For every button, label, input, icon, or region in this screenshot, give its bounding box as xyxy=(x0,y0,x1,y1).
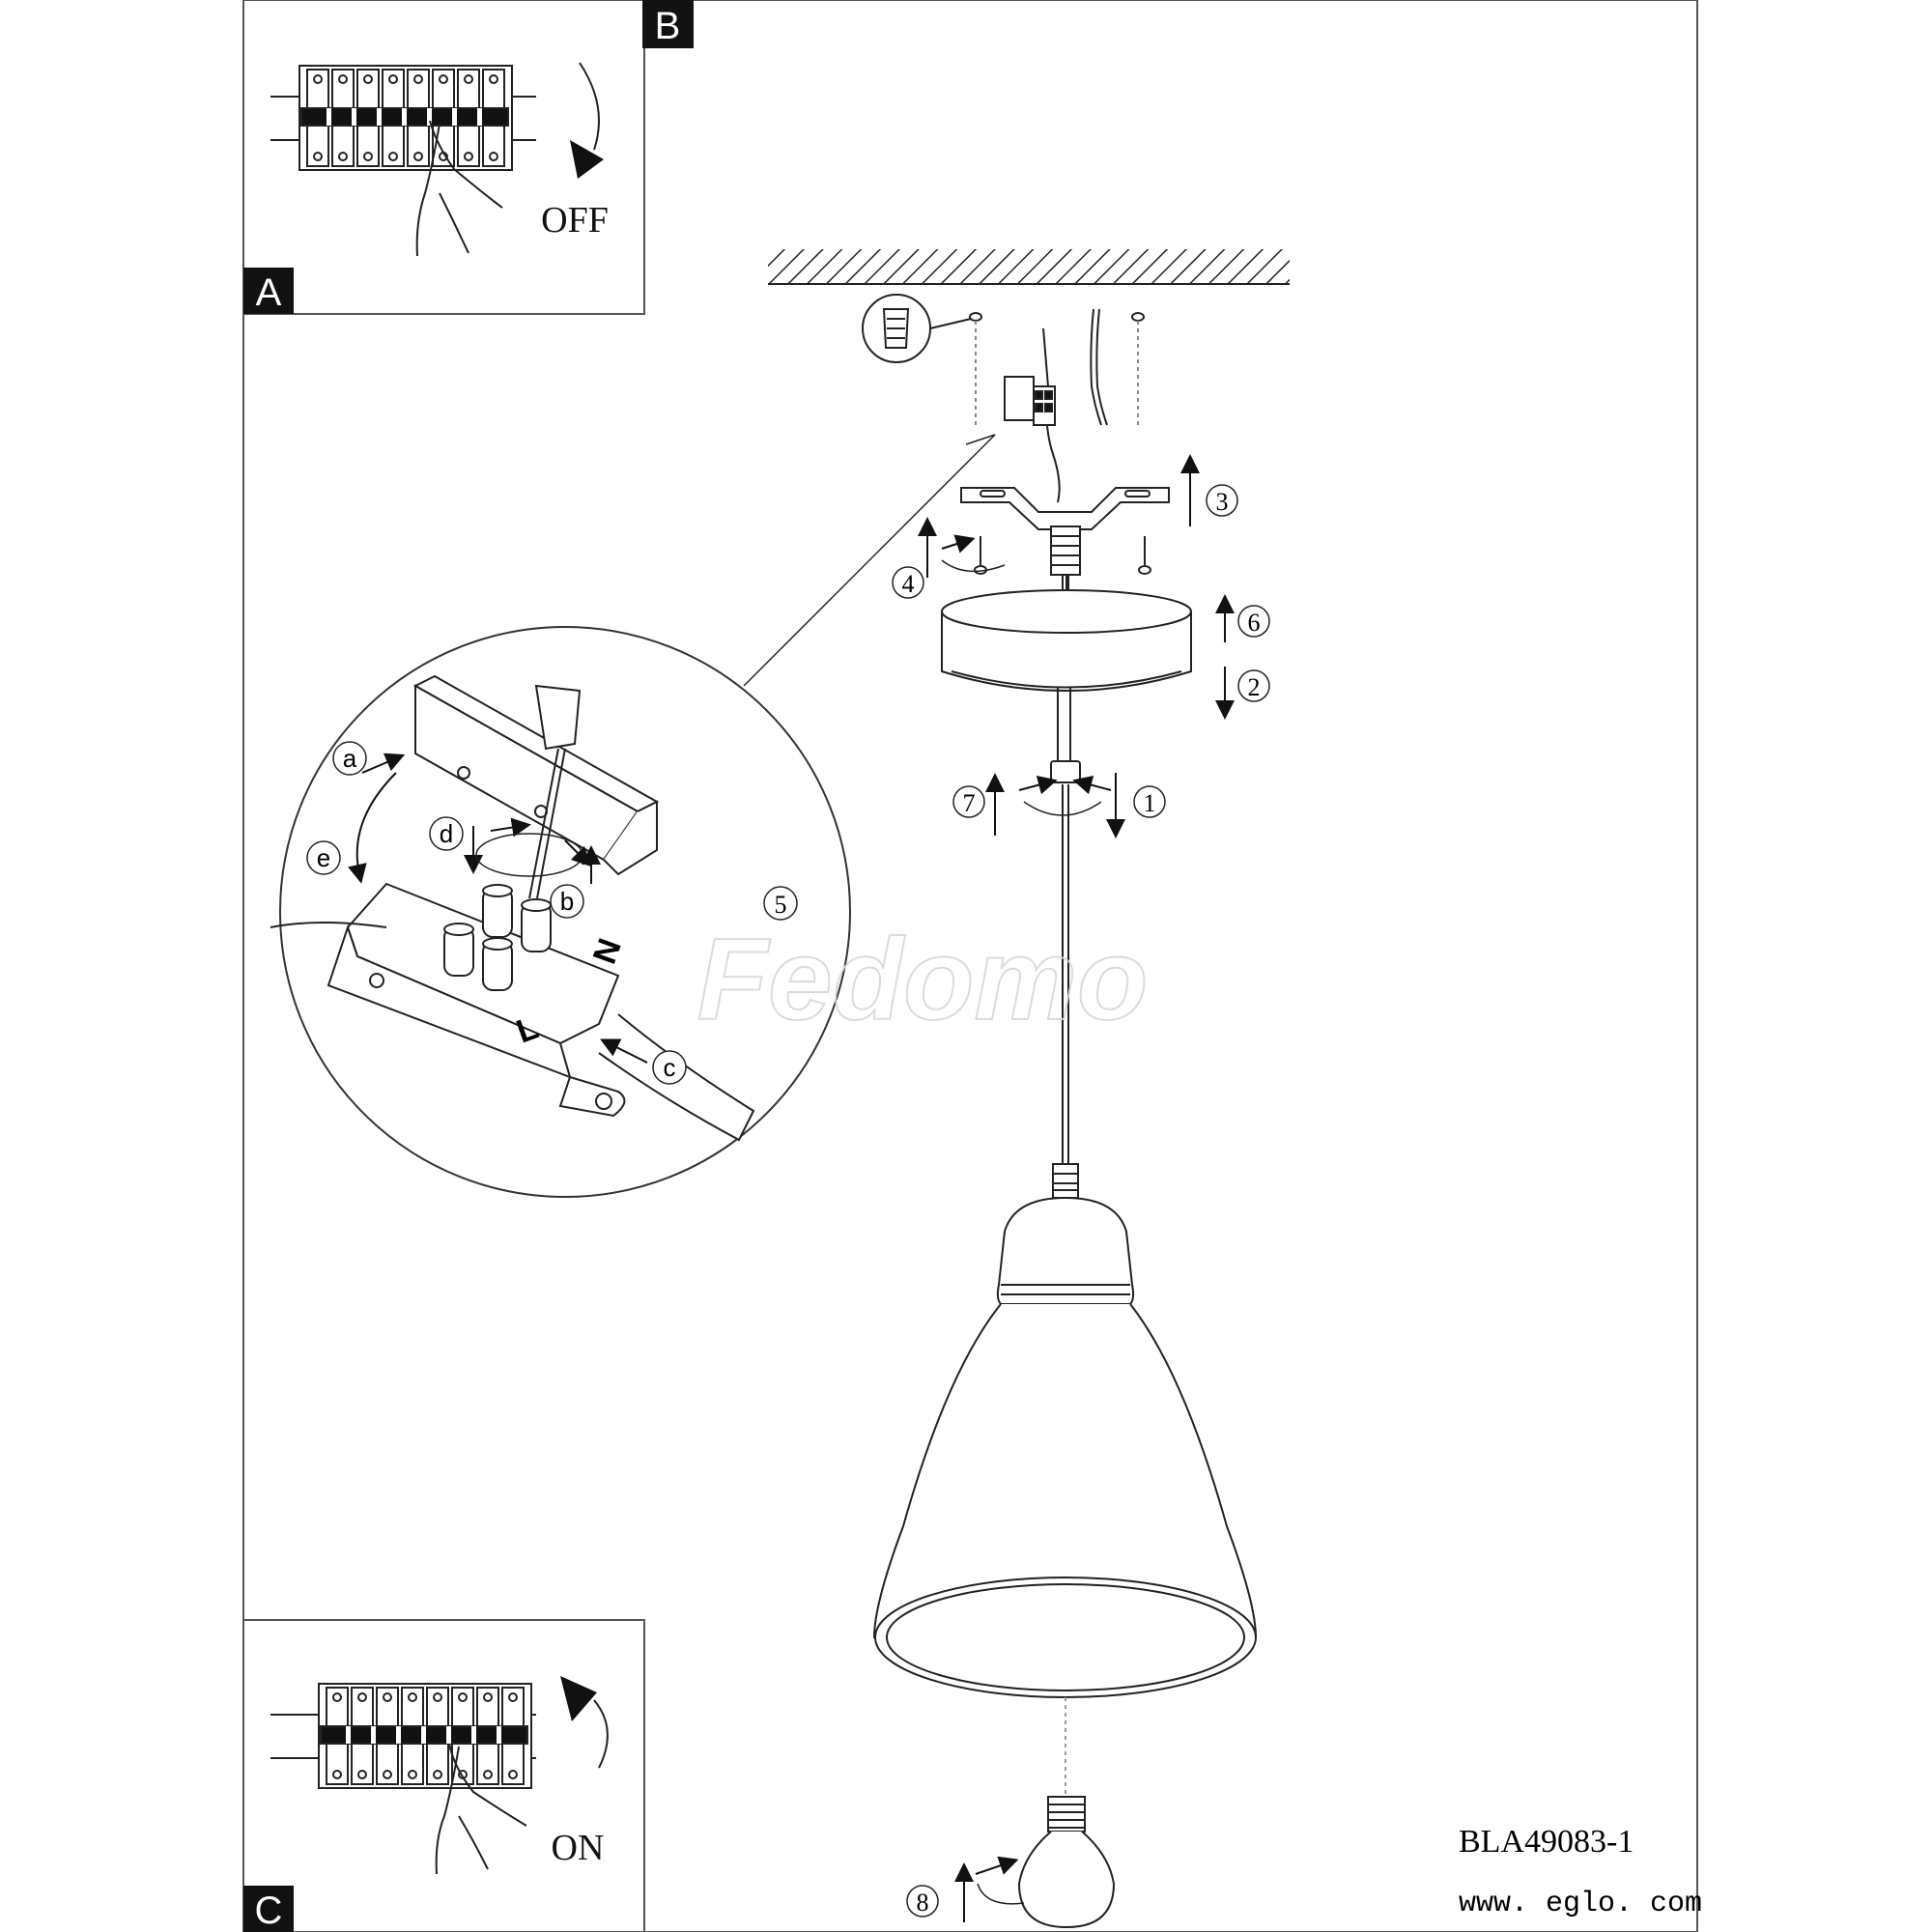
step-7-label: 7 xyxy=(962,789,976,817)
step-3-label: 3 xyxy=(1215,488,1229,516)
on-label: ON xyxy=(551,1828,605,1868)
label-neutral: N xyxy=(585,933,629,969)
mounting-bracket xyxy=(961,488,1169,599)
label-a: a xyxy=(342,744,357,773)
canopy xyxy=(942,590,1191,691)
mains-cable xyxy=(1005,309,1107,502)
step-6-label: 6 xyxy=(1247,609,1261,637)
lamp-shade xyxy=(874,1164,1256,1797)
panel-b-letter: B xyxy=(654,5,681,47)
website-link: www. eglo. com xyxy=(1459,1888,1703,1920)
label-b: b xyxy=(559,887,575,916)
arrow-up-icon xyxy=(560,1676,597,1721)
ceiling xyxy=(768,249,1290,284)
breaker-strip-off xyxy=(270,66,536,170)
terminal-detail-circle xyxy=(270,627,850,1197)
panel-c-letter: C xyxy=(254,1889,283,1932)
arrow-down-icon xyxy=(570,140,604,179)
step-2-label: 2 xyxy=(1247,673,1261,701)
step-1-label: 1 xyxy=(1143,789,1156,817)
label-live: L xyxy=(511,1009,544,1051)
label-d: d xyxy=(439,819,454,848)
step-8-label: 8 xyxy=(916,1889,929,1917)
light-bulb-icon xyxy=(1019,1797,1114,1927)
panel-a-letter: A xyxy=(255,271,282,314)
step-5-label: 5 xyxy=(774,891,787,919)
panel-breaker-off xyxy=(243,0,694,314)
label-c: c xyxy=(663,1053,676,1082)
watermark: Fedomo xyxy=(696,915,1149,1044)
document-code: BLA49083-1 xyxy=(1459,1824,1634,1860)
panel-breaker-on xyxy=(243,1620,644,1932)
label-e: e xyxy=(316,843,331,872)
step-4-label: 4 xyxy=(901,570,915,598)
breaker-strip-on xyxy=(270,1684,536,1788)
off-label: OFF xyxy=(541,200,609,241)
